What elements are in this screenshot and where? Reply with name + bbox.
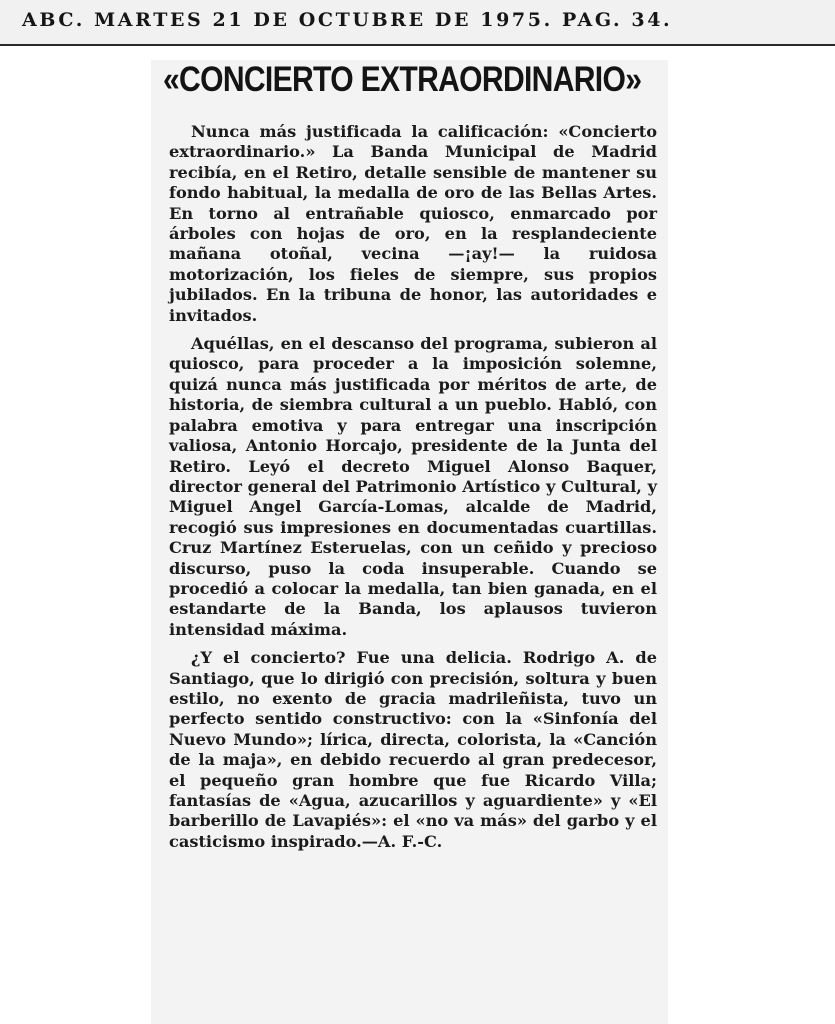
article-paragraph: Aquéllas, en el descanso del programa, subieron al quiosco, para proceder a la imposición solemne, quizá nunca más justificada por méritos de arte, de historia, de siembra cultural a un pueblo. Habló, con palabra emotiva y para entregar una inscripción valiosa, Antonio Horcajo, presidente de la Junta del Retiro. Leyó el decreto Miguel Alonso Baquer, director general del Patrimonio Artístico y Cultural, y Miguel Angel García-Lomas, alcalde de Madrid, recogió sus impresiones en documentadas cuartillas. Cruz Martínez Esteruelas, con un ceñido y precioso discurso, puso la coda insuperable. Cuando se procedió a colocar la medalla, tan bien ganada, en el estandarte de la Banda, los aplausos tuvieron intensidad máxima. <box>169 334 657 639</box>
article-paragraph: Nunca más justificada la calificación: «Concierto extraordinario.» La Banda Municipal de Madrid recibía, en el Retiro, detalle sensible de mantener su fondo habitual, la medalla de oro de las Bellas Artes. En torno al entrañable quiosco, enmarcado por árboles con hojas de oro, en la resplandeciente mañana otoñal, vecina —¡ay!— la ruidosa motorización, los fieles de siempre, sus propios jubilados. En la tribuna de honor, las autoridades e invitados. <box>169 122 657 325</box>
newspaper-masthead <box>0 0 835 46</box>
masthead-dateline: ABC. MARTES 21 DE OCTUBRE DE 1975. PAG. 34. <box>22 9 673 31</box>
article-paragraph: ¿Y el concierto? Fue una delicia. Rodrigo A. de Santiago, que lo dirigió con precisión, soltura y buen estilo, no exento de gracia madrileñista, tuvo un perfecto sentido constructivo: con la «Sinfonía del Nuevo Mundo»; lírica, directa, colorista, la «Canción de la maja», en debido recuerdo al gran predecesor, el pequeño gran hombre que fue Ricardo Villa; fantasías de «Agua, azucarillos y aguardiente» y «El barberillo de Lavapiés»: el «no va más» del garbo y el casticismo inspirado.—A. F.-C. <box>169 648 657 851</box>
article-clipping <box>151 60 668 1024</box>
article-headline: «CONCIERTO EXTRAORDINARIO» <box>163 60 642 99</box>
article-body <box>169 122 657 860</box>
